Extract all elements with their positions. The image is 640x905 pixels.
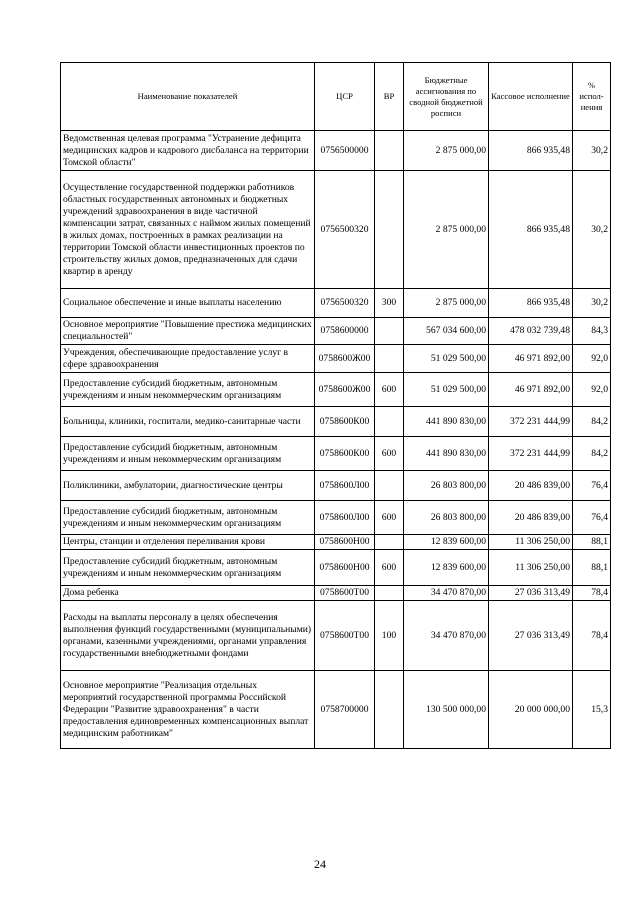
- row-csr: 0758600Т00: [315, 601, 375, 671]
- row-allocations: 51 029 500,00: [404, 373, 489, 407]
- row-name: Основное мероприятие "Реализация отдельных мероприятий государственной программы Российской Федерации "Развитие здравоохранения" в части предоставления единовременных компенсационных выплат медицинским работникам": [61, 671, 315, 749]
- row-allocations: 12 839 600,00: [404, 535, 489, 550]
- row-percent: 84,3: [573, 318, 611, 345]
- row-vr: [375, 586, 404, 601]
- row-csr: 0758600К00: [315, 407, 375, 437]
- row-name: Учреждения, обеспечивающие предоставление услуг в сфере здравоохранения: [61, 345, 315, 373]
- table-row: [61, 601, 611, 671]
- row-cash: 20 000 000,00: [489, 671, 573, 749]
- row-cash: 20 486 839,00: [489, 501, 573, 535]
- table-row: [61, 131, 611, 171]
- row-name: Центры, станции и отделения переливания крови: [61, 535, 315, 550]
- row-vr: [375, 407, 404, 437]
- table-row: [61, 471, 611, 501]
- row-percent: 84,2: [573, 437, 611, 471]
- row-allocations: 567 034 600,00: [404, 318, 489, 345]
- table-row: [61, 501, 611, 535]
- table-row: [61, 586, 611, 601]
- row-name: Основное мероприятие "Повышение престижа медицинских специальностей": [61, 318, 315, 345]
- budget-execution-table: [60, 62, 611, 749]
- row-name: Дома ребенка: [61, 586, 315, 601]
- row-allocations: 2 875 000,00: [404, 171, 489, 289]
- row-vr: 600: [375, 501, 404, 535]
- row-name: Предоставление субсидий бюджетным, автономным учреждениям и иным некоммерческим организациям: [61, 373, 315, 407]
- row-allocations: 26 803 800,00: [404, 471, 489, 501]
- row-percent: 76,4: [573, 501, 611, 535]
- row-vr: [375, 535, 404, 550]
- row-vr: [375, 318, 404, 345]
- header-percent: % испол-нения: [573, 63, 611, 131]
- row-cash: 46 971 892,00: [489, 373, 573, 407]
- row-allocations: 2 875 000,00: [404, 131, 489, 171]
- table-row: [61, 171, 611, 289]
- row-percent: 78,4: [573, 601, 611, 671]
- row-name: Осуществление государственной поддержки работников областных государственных автономных и бюджетных учреждений здравоохранения в виде частичной компенсации затрат, связанных с наймом жилых помещений в жилых домах, построенных в рамках реализации на территории Томской области инвестиционных проектов по строительству жилых домов, предназначенных для сдачи квартир в аренду: [61, 171, 315, 289]
- header-name: Наименование показателей: [61, 63, 315, 131]
- row-cash: 20 486 839,00: [489, 471, 573, 501]
- row-csr: 0758600Ж00: [315, 345, 375, 373]
- table-row: [61, 550, 611, 586]
- row-vr: [375, 671, 404, 749]
- row-cash: 866 935,48: [489, 171, 573, 289]
- row-csr: 0758600Л00: [315, 471, 375, 501]
- row-name: Социальное обеспечение и иные выплаты населению: [61, 289, 315, 318]
- row-cash: 27 036 313,49: [489, 586, 573, 601]
- table-row: [61, 345, 611, 373]
- row-csr: 0758600000: [315, 318, 375, 345]
- row-cash: 11 306 250,00: [489, 535, 573, 550]
- table-row: [61, 289, 611, 318]
- row-allocations: 26 803 800,00: [404, 501, 489, 535]
- row-name: Расходы на выплаты персоналу в целях обеспечения выполнения функций государственными (муниципальными) органами, казенными учреждениями, органами управления государственными внебюджетными фондами: [61, 601, 315, 671]
- row-cash: 372 231 444,99: [489, 437, 573, 471]
- row-csr: 0756500320: [315, 171, 375, 289]
- row-allocations: 441 890 830,00: [404, 407, 489, 437]
- row-cash: 866 935,48: [489, 131, 573, 171]
- row-csr: 0758600Т00: [315, 586, 375, 601]
- row-percent: 15,3: [573, 671, 611, 749]
- row-vr: [375, 131, 404, 171]
- row-cash: 27 036 313,49: [489, 601, 573, 671]
- table-row: [61, 671, 611, 749]
- row-percent: 30,2: [573, 131, 611, 171]
- row-cash: 866 935,48: [489, 289, 573, 318]
- row-vr: [375, 171, 404, 289]
- row-percent: 88,1: [573, 550, 611, 586]
- row-percent: 84,2: [573, 407, 611, 437]
- header-vr: ВР: [375, 63, 404, 131]
- row-allocations: 34 470 870,00: [404, 601, 489, 671]
- row-percent: 30,2: [573, 171, 611, 289]
- row-csr: 0756500320: [315, 289, 375, 318]
- row-allocations: 441 890 830,00: [404, 437, 489, 471]
- header-cash: Кассовое исполнение: [489, 63, 573, 131]
- row-cash: 372 231 444,99: [489, 407, 573, 437]
- header-allocations: Бюджетные ассигнования по сводной бюджетной росписи: [404, 63, 489, 131]
- row-vr: 600: [375, 550, 404, 586]
- table-row: [61, 373, 611, 407]
- row-csr: 0758600Ж00: [315, 373, 375, 407]
- row-name: Предоставление субсидий бюджетным, автономным учреждениям и иным некоммерческим организациям: [61, 550, 315, 586]
- table-row: [61, 318, 611, 345]
- row-cash: 46 971 892,00: [489, 345, 573, 373]
- row-vr: [375, 471, 404, 501]
- row-allocations: 51 029 500,00: [404, 345, 489, 373]
- row-vr: 100: [375, 601, 404, 671]
- row-allocations: 130 500 000,00: [404, 671, 489, 749]
- row-percent: 92,0: [573, 345, 611, 373]
- row-vr: 600: [375, 373, 404, 407]
- table-row: [61, 407, 611, 437]
- row-allocations: 2 875 000,00: [404, 289, 489, 318]
- row-csr: 0758600Н00: [315, 550, 375, 586]
- row-allocations: 12 839 600,00: [404, 550, 489, 586]
- table-header-row: [61, 63, 611, 131]
- row-csr: 0758600Л00: [315, 501, 375, 535]
- row-csr: 0758700000: [315, 671, 375, 749]
- row-name: Предоставление субсидий бюджетным, автономным учреждениям и иным некоммерческим организациям: [61, 437, 315, 471]
- row-vr: [375, 345, 404, 373]
- row-name: Поликлиники, амбулатории, диагностические центры: [61, 471, 315, 501]
- row-allocations: 34 470 870,00: [404, 586, 489, 601]
- row-percent: 78,4: [573, 586, 611, 601]
- row-csr: 0758600Н00: [315, 535, 375, 550]
- row-name: Предоставление субсидий бюджетным, автономным учреждениям и иным некоммерческим организациям: [61, 501, 315, 535]
- row-name: Больницы, клиники, госпитали, медико-санитарные части: [61, 407, 315, 437]
- row-vr: 300: [375, 289, 404, 318]
- row-csr: 0756500000: [315, 131, 375, 171]
- row-percent: 76,4: [573, 471, 611, 501]
- table-row: [61, 535, 611, 550]
- row-percent: 88,1: [573, 535, 611, 550]
- table-row: [61, 437, 611, 471]
- row-vr: 600: [375, 437, 404, 471]
- row-csr: 0758600К00: [315, 437, 375, 471]
- row-percent: 92,0: [573, 373, 611, 407]
- header-csr: ЦСР: [315, 63, 375, 131]
- page-number: 24: [314, 857, 326, 871]
- row-percent: 30,2: [573, 289, 611, 318]
- row-cash: 11 306 250,00: [489, 550, 573, 586]
- row-cash: 478 032 739,48: [489, 318, 573, 345]
- row-name: Ведомственная целевая программа "Устранение дефицита медицинских кадров и кадрового дисбаланса на территории Томской области": [61, 131, 315, 171]
